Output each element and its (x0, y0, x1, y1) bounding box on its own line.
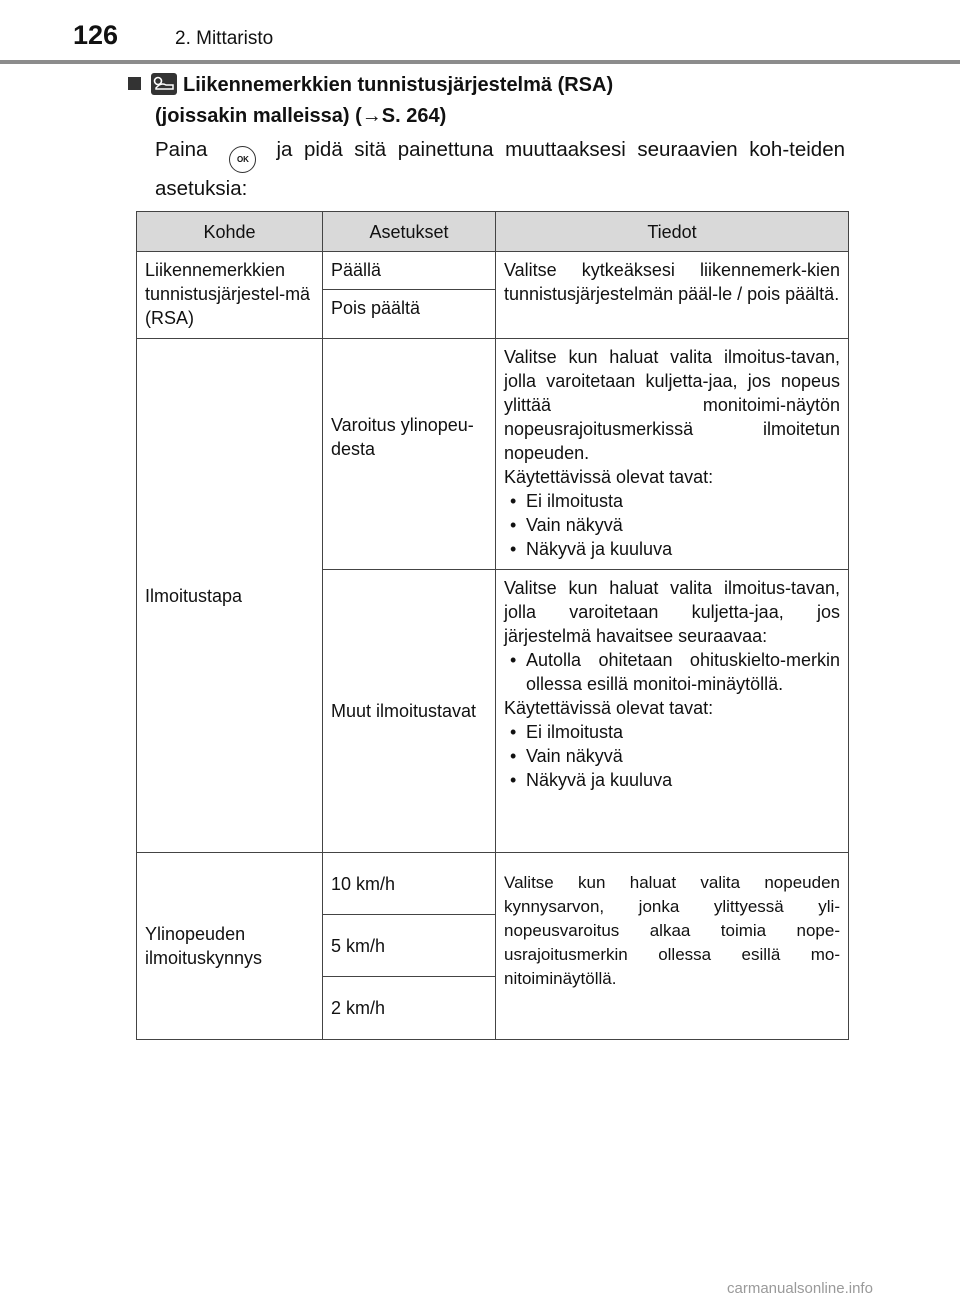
settings-table (136, 211, 849, 1040)
section-title-line2: (joissakin malleissa) ( (155, 105, 362, 127)
cell-overspeed-info (496, 339, 849, 570)
cell-setting-on: Päällä (323, 252, 496, 290)
table-header-row (137, 212, 849, 252)
list-item: • Autolla ohitetaan ohituskielto-merkin ollessa esillä monitoi-minäytöllä. (504, 648, 840, 696)
overspeed-description: Valitse kun haluat valita ilmoitus-tavan, jolla varoitetaan kuljetta-jaa, jos nopeus ylittää monitoimi-näytön nopeusrajoitusmerkissä ilmoitetun nopeuden. (504, 347, 840, 463)
cell-rsa-item: Liikennemerkkien tunnistusjärjestel-mä (RSA) (137, 252, 323, 339)
section-title-line1: Liikennemerkkien tunnistusjärjestelmä (RSA) (183, 74, 614, 96)
list-item: • Ei ilmoitusta (504, 489, 840, 513)
cell-threshold-2: 2 km/h (323, 977, 496, 1040)
table-row (137, 853, 849, 915)
section-heading (128, 70, 613, 132)
road-sign-assist-icon (151, 73, 177, 95)
list-item: • Vain näkyvä (504, 744, 840, 768)
cell-other-info (496, 570, 849, 853)
cell-setting-off: Pois päältä (323, 290, 496, 339)
intro-text-end: ja pidä sitä painettuna muuttaaksesi seuraavien koh-teiden asetuksia: (155, 138, 845, 200)
cell-threshold-10: 10 km/h (323, 853, 496, 915)
cell-other-label: Muut ilmoitustavat (323, 570, 496, 853)
options-list (504, 720, 840, 792)
intro-paragraph (155, 134, 845, 204)
ok-button-icon: OK (229, 146, 256, 173)
list-item: • Vain näkyvä (504, 513, 840, 537)
available-methods-label: Käytettävissä olevat tavat: (504, 698, 714, 718)
square-bullet-icon (128, 77, 141, 90)
chapter-title: 2. Mittaristo (175, 28, 274, 49)
list-item: • Ei ilmoitusta (504, 720, 840, 744)
cell-overspeed-label: Varoitus ylinopeu-desta (323, 339, 496, 570)
cell-rsa-info: Valitse kytkeäksesi liikennemerk-kien tunnistusjärjestelmän pääl-le / pois päältä. (496, 252, 849, 339)
list-item: • Näkyvä ja kuuluva (504, 768, 840, 792)
other-description: Valitse kun haluat valita ilmoitus-tavan, jolla varoitetaan kuljetta-jaa, jos järjestelmä havaitsee seuraavaa: (504, 578, 840, 646)
arrow-icon: → (361, 105, 382, 127)
column-header-asetukset: Asetukset (323, 212, 496, 252)
cell-notify-item: Ilmoitustapa (137, 339, 323, 853)
intro-text-start: Paina (155, 138, 208, 161)
page-reference-link[interactable]: S. 264) (381, 105, 447, 127)
table-row (137, 252, 849, 290)
condition-list (504, 648, 840, 696)
available-methods-label: Käytettävissä olevat tavat: (504, 467, 714, 487)
watermark: carmanualsonline.info (727, 1280, 873, 1297)
page-number: 126 (73, 20, 119, 50)
header-divider (0, 60, 960, 64)
table-row (137, 339, 849, 570)
column-header-tiedot: Tiedot (496, 212, 849, 252)
cell-threshold-5: 5 km/h (323, 915, 496, 977)
cell-threshold-item: Ylinopeuden ilmoituskynnys (137, 853, 323, 1040)
list-item: • Näkyvä ja kuuluva (504, 537, 840, 561)
column-header-kohde: Kohde (137, 212, 323, 252)
options-list (504, 489, 840, 561)
cell-threshold-info: Valitse kun haluat valita nopeuden kynnysarvon, jonka ylittyessä yli-nopeusvaroitus alkaa toimia nope-usrajoitusmerkin ollessa esillä mo-nitoiminäytöllä. (496, 853, 849, 1040)
